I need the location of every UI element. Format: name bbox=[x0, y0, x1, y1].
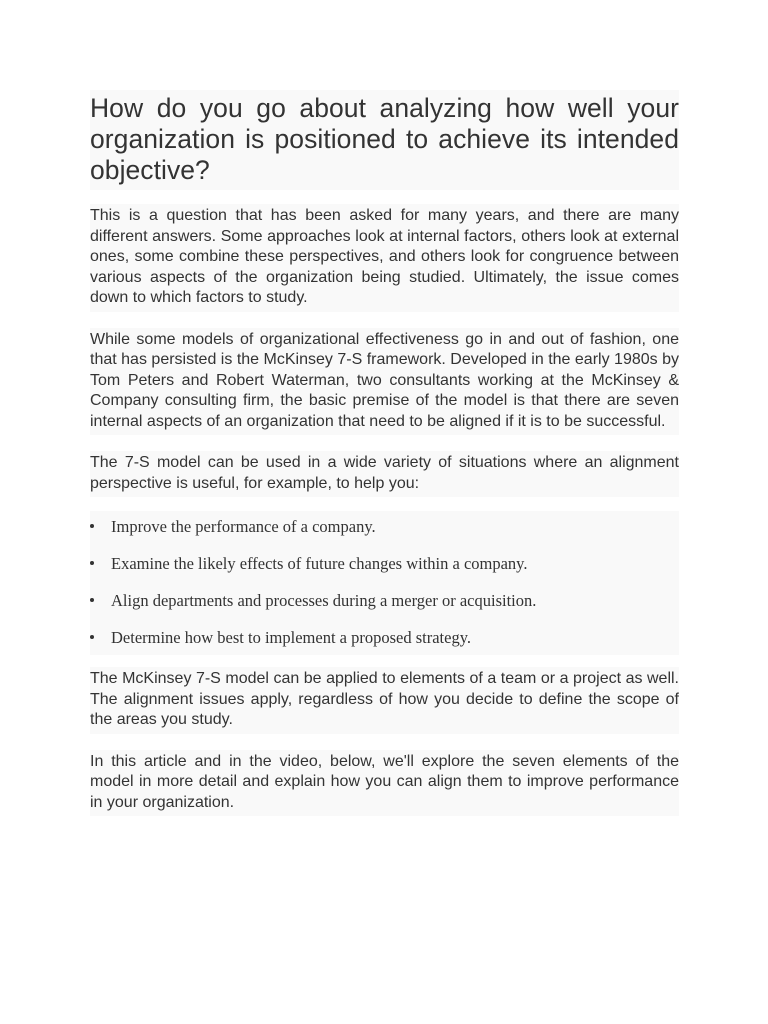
article-paragraph: The 7-S model can be used in a wide variety of situations where an alignment perspective is useful, for example, to help you: bbox=[90, 454, 679, 492]
list-item-text: Examine the likely effects of future changes within a company. bbox=[111, 554, 528, 573]
document-page bbox=[90, 90, 679, 816]
list-item-text: Determine how best to implement a proposed strategy. bbox=[111, 628, 472, 647]
article-paragraph: The McKinsey 7-S model can be applied to elements of a team or a project as well. The alignment issues apply, regardless of how you decide to define the scope of the areas you study. bbox=[90, 670, 679, 728]
list-item bbox=[90, 548, 679, 581]
paragraph-1-block bbox=[90, 204, 679, 312]
bullet-icon bbox=[90, 598, 94, 602]
paragraph-5-block bbox=[90, 750, 679, 817]
article-paragraph: In this article and in the video, below, we'll explore the seven elements of the model in more detail and explain how you can align them to improve performance in your organization. bbox=[90, 752, 679, 811]
paragraph-3-block bbox=[90, 451, 679, 497]
heading-block bbox=[90, 90, 679, 190]
list-item bbox=[90, 511, 679, 544]
list-item-text: Align departments and processes during a merger or acquisition. bbox=[111, 591, 537, 610]
bullet-icon bbox=[90, 524, 94, 528]
list-item bbox=[90, 622, 679, 655]
bullet-icon bbox=[90, 561, 94, 565]
list-item bbox=[90, 585, 679, 618]
article-paragraph: This is a question that has been asked for many years, and there are many different answers. Some approaches look at internal factors, others look at external ones, some combine these perspectives, and others look for congruence between various aspects of the organization being studied. Ultimately, the issue comes down to which factors to study. bbox=[90, 207, 679, 306]
list-item-text: Improve the performance of a company. bbox=[111, 517, 376, 536]
article-paragraph: While some models of organizational effectiveness go in and out of fashion, one that has persisted is the McKinsey 7-S framework. Developed in the early 1980s by Tom Peters and Robert Waterman, two consultants working at the McKinsey & Company consulting firm, the basic premise of the model is that there are seven internal aspects of an organization that need to be aligned if it is to be successful. bbox=[90, 330, 679, 430]
bullet-icon bbox=[90, 635, 94, 639]
bullet-list bbox=[90, 511, 679, 655]
paragraph-2-block bbox=[90, 328, 679, 436]
paragraph-4-block bbox=[90, 667, 679, 734]
article-heading: How do you go about analyzing how well your organization is positioned to achieve its intended objective? bbox=[90, 93, 679, 185]
